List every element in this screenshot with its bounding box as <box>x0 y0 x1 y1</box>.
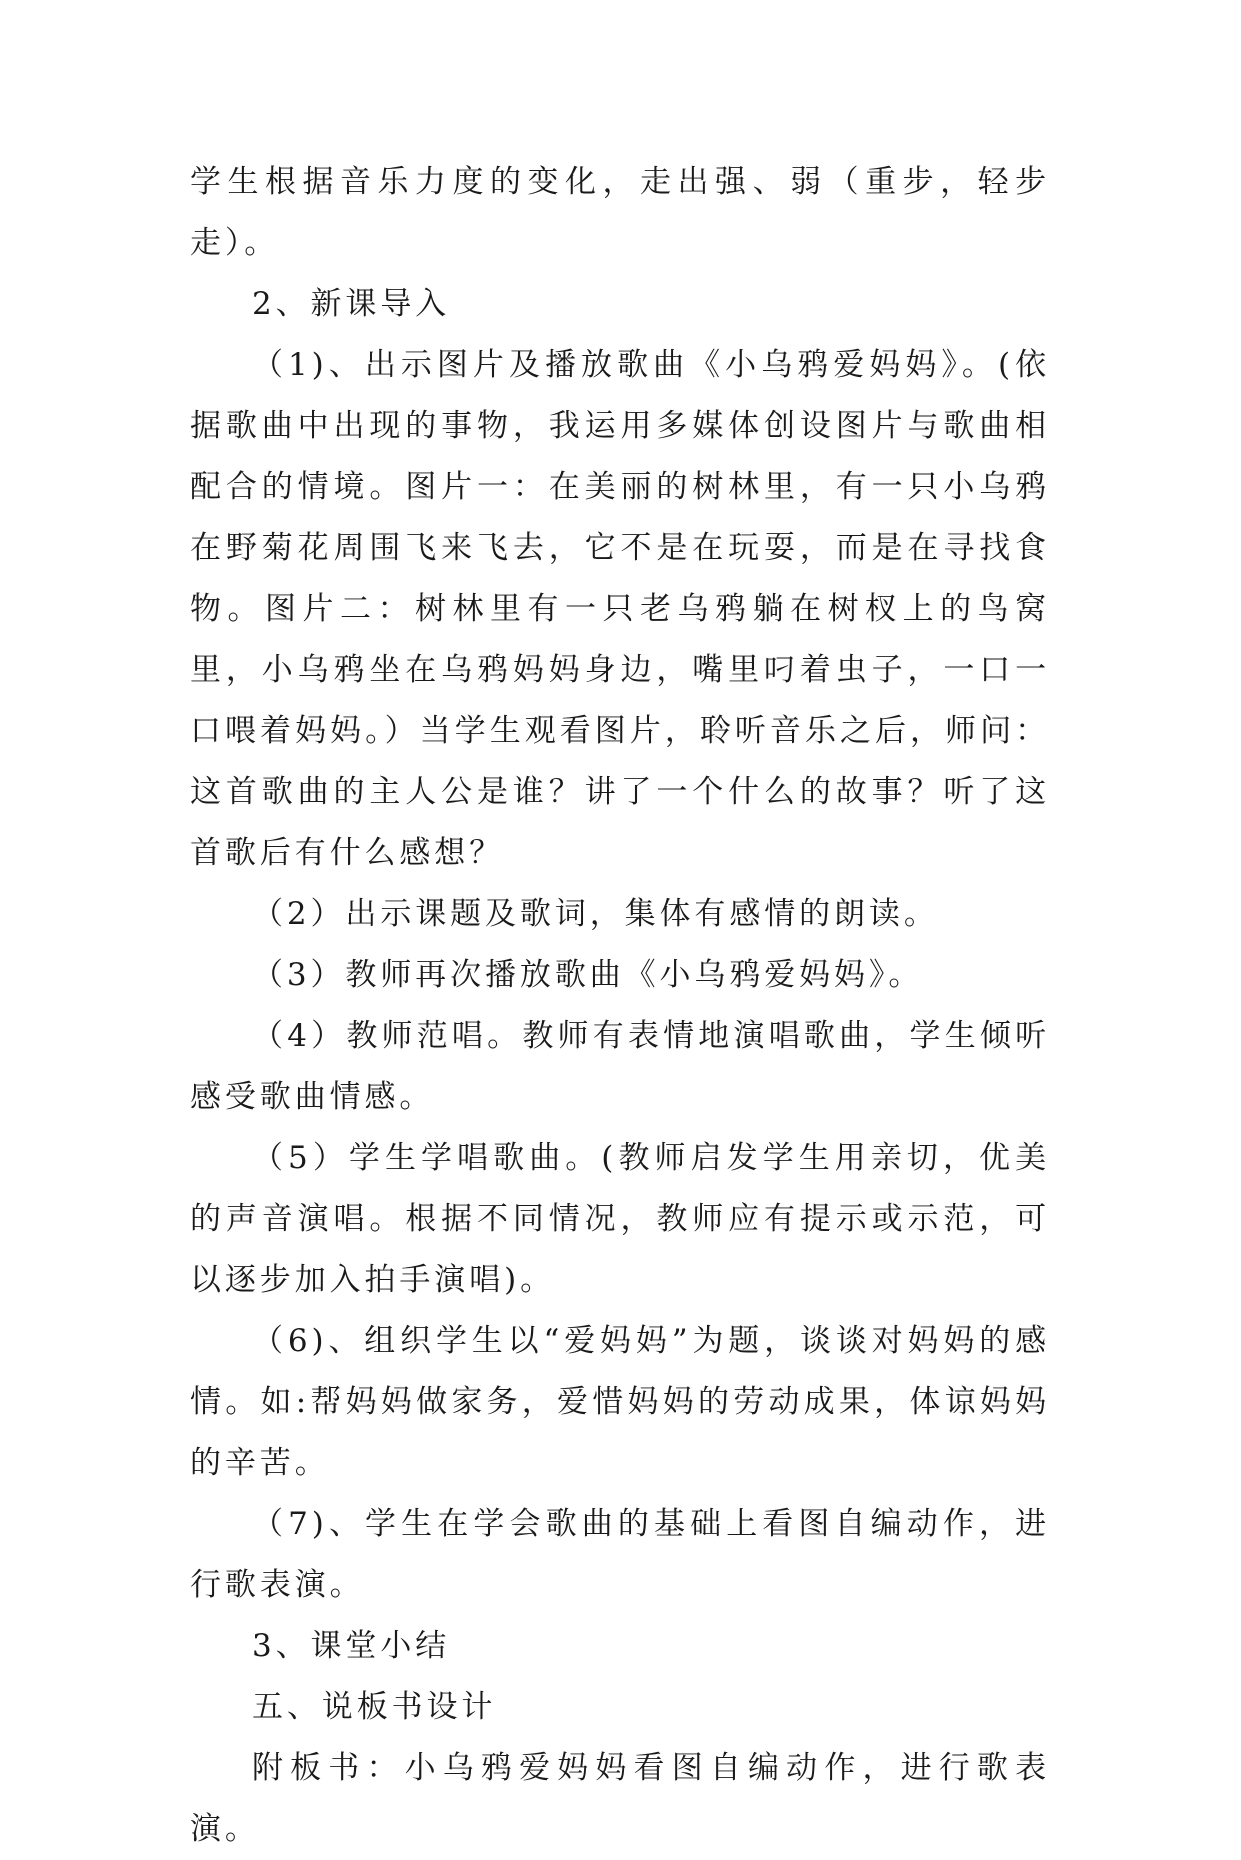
paragraph-step-1: （1)、出示图片及播放歌曲《小乌鸦爱妈妈》。(依据歌曲中出现的事物，我运用多媒体创设图片与歌曲相配合的情境。图片一：在美丽的树林里，有一只小乌鸦在野菊花周围飞来飞去，它不是在玩耍，而是在寻找食物。图片二：树林里有一只老乌鸦躺在树杈上的鸟窝里，小乌鸦坐在乌鸦妈妈身边，嘴里叼着虫子，一口一口喂着妈妈。）当学生观看图片，聆听音乐之后，师问：这首歌曲的主人公是谁？讲了一个什么的故事？听了这首歌后有什么感想？ <box>190 347 1050 871</box>
document-body <box>190 152 1050 1860</box>
paragraph-step-4: （4）教师范唱。教师有表情地演唱歌曲，学生倾听感受歌曲情感。 <box>190 1018 1050 1115</box>
section-heading-new-lesson: 2、新课导入 <box>252 286 451 322</box>
section-heading-summary: 3、课堂小结 <box>252 1628 451 1664</box>
paragraph-step-3: （3）教师再次播放歌曲《小乌鸦爱妈妈》。 <box>252 957 924 993</box>
section-heading-board-design: 五、说板书设计 <box>252 1689 497 1725</box>
paragraph-step-7: （7)、学生在学会歌曲的基础上看图自编动作，进行歌表演。 <box>190 1506 1050 1603</box>
paragraph-board-note: 附板书：小乌鸦爱妈妈看图自编动作，进行歌表演。 <box>190 1750 1050 1847</box>
paragraph-step-2: （2）出示课题及歌词，集体有感情的朗读。 <box>252 896 939 932</box>
paragraph-step-5: （5）学生学唱歌曲。(教师启发学生用亲切，优美的声音演唱。根据不同情况，教师应有提示或示范，可以逐步加入拍手演唱)。 <box>190 1140 1050 1298</box>
paragraph-step-6: （6)、组织学生以“爱妈妈”为题，谈谈对妈妈的感情。如:帮妈妈做家务，爱惜妈妈的劳动成果，体谅妈妈的辛苦。 <box>190 1323 1050 1481</box>
paragraph-continuation: 学生根据音乐力度的变化，走出强、弱（重步，轻步走）。 <box>190 164 1050 261</box>
